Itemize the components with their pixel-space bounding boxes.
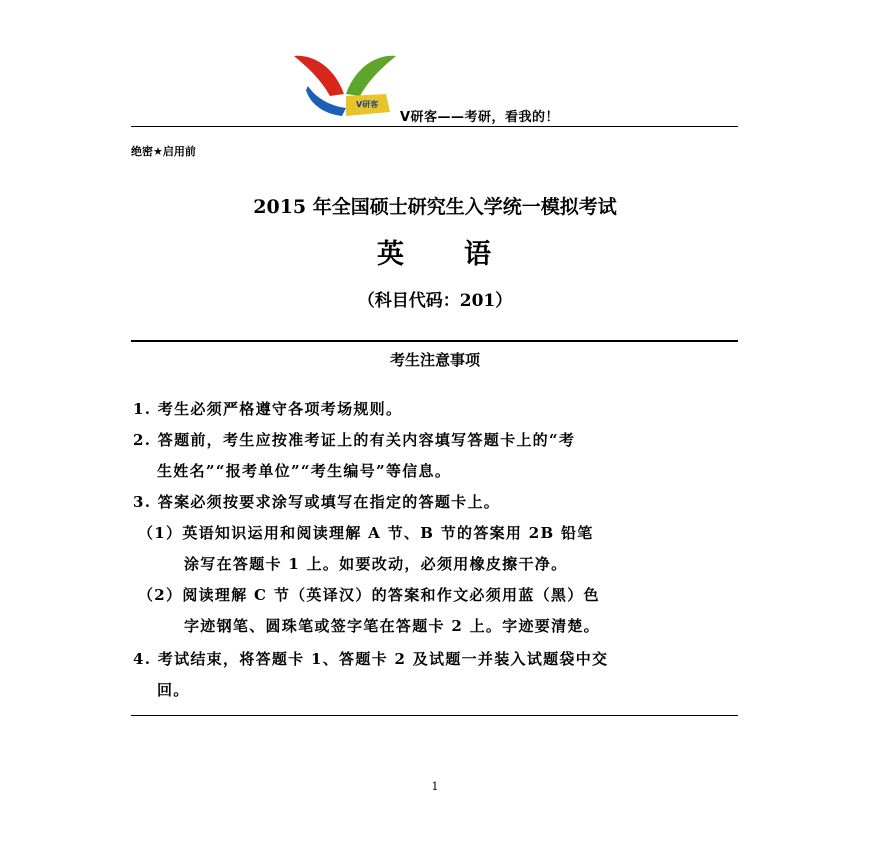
secret-label: 绝密★启用前 (131, 145, 196, 158)
notice-title: 考生注意事项 (389, 351, 480, 369)
notice-line: 生姓名”“报考单位”“考生编号”等信息。 (157, 462, 452, 480)
notice-top-rule (131, 340, 738, 342)
notice-line: 2. 答题前，考生应按准考证上的有关内容填写答题卡上的“考 (133, 431, 576, 449)
notice-line: 4. 考试结束，将答题卡 1、答题卡 2 及试题一并装入试题袋中交 (133, 650, 609, 668)
notice-line: 涂写在答题卡 1 上。如要改动，必须用橡皮擦干净。 (184, 555, 568, 573)
exam-title: 2015 年全国硕士研究生入学统一模拟考试 (253, 196, 617, 218)
notice-line: （2）阅读理解 C 节（英译汉）的答案和作文必须用蓝（黑）色 (138, 586, 600, 604)
v-yanke-logo (290, 52, 400, 118)
logo-red-wing (294, 56, 344, 96)
notice-line: 字迹钢笔、圆珠笔或签字笔在答题卡 2 上。字迹要清楚。 (184, 617, 600, 635)
page-number: 1 (431, 780, 439, 793)
logo-green-wing (346, 56, 396, 96)
subject-title: 英 语 (377, 239, 493, 270)
notice-line: 3. 答案必须按要求涂写或填写在指定的答题卡上。 (133, 493, 501, 511)
notice-line: （1）英语知识运用和阅读理解 A 节、B 节的答案用 2B 铅笔 (138, 524, 594, 542)
logo-text: V研客 (356, 100, 379, 109)
header-slogan: V研客——考研，看我的！ (400, 110, 560, 125)
notice-line: 回。 (157, 681, 190, 699)
header-rule (131, 126, 738, 127)
subject-code: （科目代码：201） (357, 291, 513, 311)
notice-line: 1. 考生必须严格遵守各项考场规则。 (133, 400, 403, 418)
notice-bottom-rule (131, 715, 738, 716)
